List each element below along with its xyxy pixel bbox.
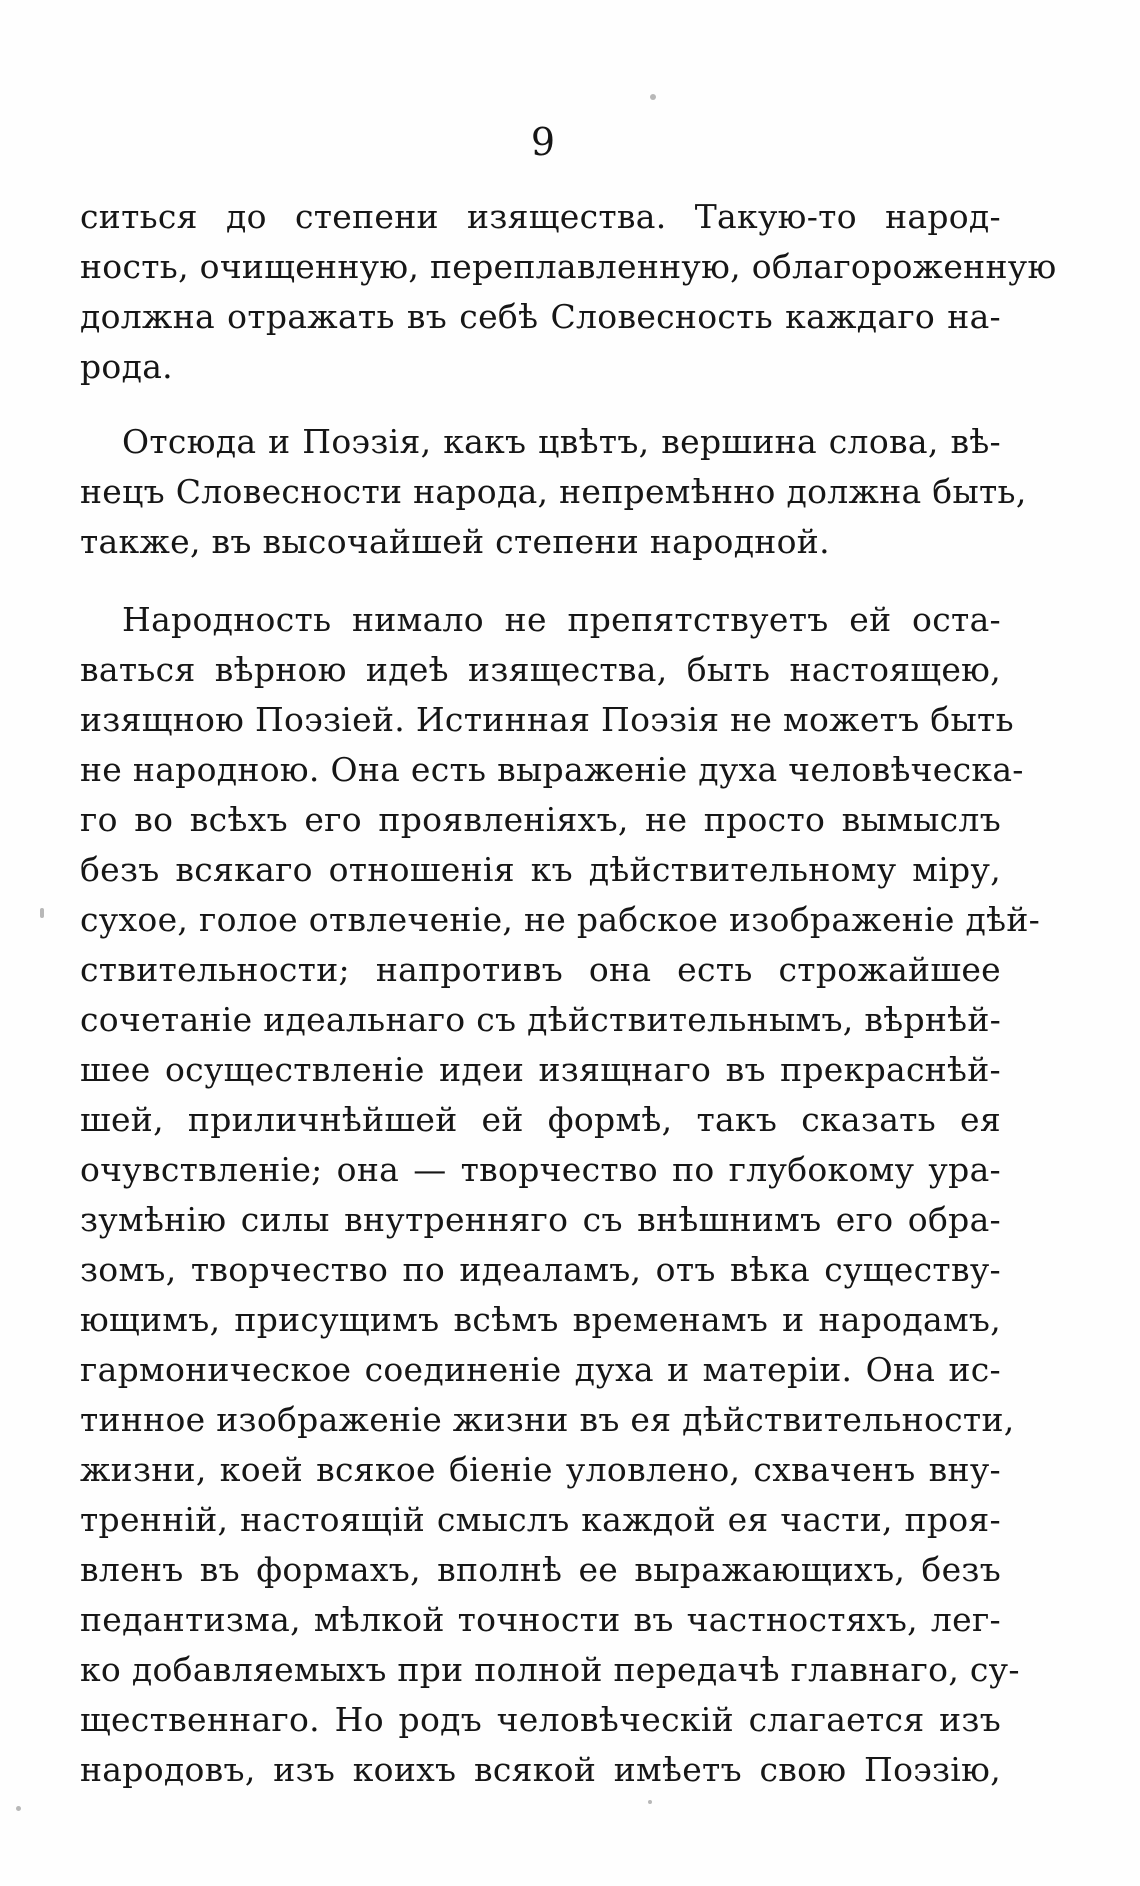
paragraph bbox=[80, 192, 1057, 392]
text-line: народовъ, изъ коихъ всякой имѣетъ свою Поэзію, bbox=[80, 1750, 1001, 1789]
text-line: Народность нимало не препятствуетъ ей оста- bbox=[122, 600, 1001, 639]
text-line: ность, очищенную, переплавленную, облагороженную bbox=[80, 247, 1057, 286]
scan-speck bbox=[16, 1806, 21, 1811]
text-line: тренній, настоящій смыслъ каждой ея части, проя- bbox=[80, 1500, 1001, 1539]
text-line: изящною Поэзіей. Истинная Поэзія не можетъ быть bbox=[80, 700, 1014, 739]
text-line: ствительности; напротивъ она есть строжайшее bbox=[80, 950, 1001, 989]
scan-speck bbox=[40, 908, 44, 918]
text-line: шей, приличнѣйшей ей формѣ, такъ сказать ея bbox=[80, 1100, 1001, 1139]
text-line: ющимъ, присущимъ всѣмъ временамъ и народамъ, bbox=[80, 1300, 1001, 1339]
text-line: зумѣнію силы внутренняго съ внѣшнимъ его обра- bbox=[80, 1200, 1001, 1239]
text-line: гармоническое соединеніе духа и матеріи. Она ис- bbox=[80, 1350, 1001, 1389]
text-line: жизни, коей всякое біеніе уловлено, схваченъ вну- bbox=[80, 1450, 1001, 1489]
text-line: должна отражать въ себѣ Словесность каждаго на- bbox=[80, 297, 1001, 336]
text-line: сочетаніе идеальнаго съ дѣйствительнымъ, вѣрнѣй- bbox=[80, 1000, 1002, 1039]
scan-speck bbox=[648, 1800, 652, 1804]
body-text bbox=[80, 192, 1057, 1795]
page-number: 9 bbox=[530, 120, 556, 164]
scan-speck bbox=[650, 94, 656, 100]
text-line: ситься до степени изящества. Такую-то народ- bbox=[80, 197, 1001, 236]
text-line: очувствленіе; она — творчество по глубокому ура- bbox=[80, 1150, 1001, 1189]
text-line: шее осуществленіе идеи изящнаго въ прекраснѣй- bbox=[80, 1050, 1001, 1089]
text-line: го во всѣхъ его проявленіяхъ, не просто вымыслъ bbox=[80, 800, 1001, 839]
text-line: ко добавляемыхъ при полной передачѣ главнаго, су- bbox=[80, 1650, 1020, 1689]
text-line: сухое, голое отвлеченіе, не рабское изображеніе дѣй- bbox=[80, 900, 1041, 939]
text-line: Отсюда и Поэзія, какъ цвѣтъ, вершина слова, вѣ- bbox=[122, 422, 1001, 461]
text-line: тинное изображеніе жизни въ ея дѣйствительности, bbox=[80, 1400, 1015, 1439]
text-line: безъ всякаго отношенія къ дѣйствительному міру, bbox=[80, 850, 1001, 889]
text-line: не народною. Она есть выраженіе духа человѣческа- bbox=[80, 750, 1024, 789]
paragraph bbox=[80, 595, 1041, 1795]
text-line: щественнаго. Но родъ человѣческій слагается изъ bbox=[80, 1700, 1001, 1739]
text-line: зомъ, творчество по идеаламъ, отъ вѣка существу- bbox=[80, 1250, 1001, 1289]
text-line: ваться вѣрною идеѣ изящества, быть настоящею, bbox=[80, 650, 1001, 689]
text-line: нецъ Словесности народа, непремѣнно должна быть, bbox=[80, 472, 1027, 511]
text-line: педантизма, мѣлкой точности въ частностяхъ, лег- bbox=[80, 1600, 1001, 1639]
paragraph bbox=[80, 417, 1027, 567]
text-line: вленъ въ формахъ, вполнѣ ее выражающихъ, безъ bbox=[80, 1550, 1001, 1589]
text-line: рода. bbox=[80, 347, 173, 386]
text-line: также, въ высочайшей степени народной. bbox=[80, 522, 830, 561]
